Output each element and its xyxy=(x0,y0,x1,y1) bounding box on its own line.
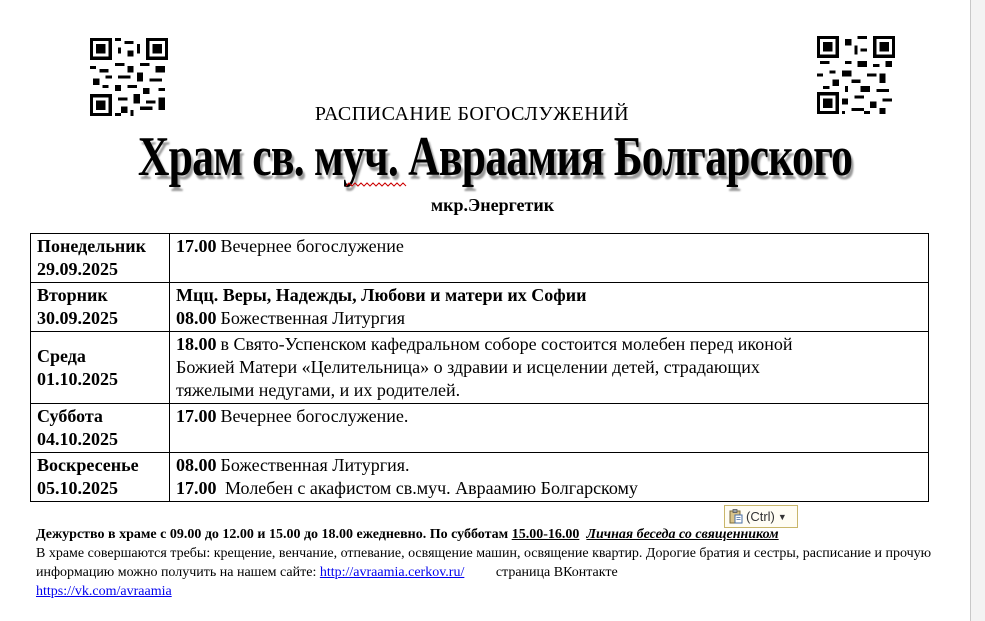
day-name: Вторник xyxy=(37,285,108,305)
event-time: 18.00 xyxy=(176,334,217,354)
day-date: 01.10.2025 xyxy=(37,368,118,389)
duty-talk: Личная беседа со священником xyxy=(586,527,779,542)
day-date: 05.10.2025 xyxy=(37,478,118,498)
site-link[interactable]: http://avraamia.cerkov.ru/ xyxy=(319,565,465,580)
info-paragraph xyxy=(36,544,946,582)
spellcheck-underline xyxy=(346,182,408,188)
day-date: 29.09.2025 xyxy=(37,259,118,279)
vk-text: страница ВКонтакте xyxy=(495,565,618,580)
footer-info xyxy=(36,525,946,601)
event-text-line: тяжелыми недугами, и их родителей. xyxy=(176,380,461,400)
day-name: Понедельник xyxy=(37,236,146,256)
event-time: 17.00 xyxy=(176,406,217,426)
event-text-line: Божией Матери «Целительница» о здравии и исцелении детей, страдающих xyxy=(176,357,760,377)
table-row xyxy=(31,404,929,453)
vk-link[interactable]: https://vk.com/avraamia xyxy=(36,584,172,599)
church-title: Храм св. муч. Авраамия Болгарского xyxy=(137,126,853,188)
day-cell xyxy=(31,234,170,283)
day-cell xyxy=(31,332,170,404)
events-cell xyxy=(170,283,929,332)
district-subtitle: мкр.Энергетик xyxy=(430,195,555,215)
chevron-down-icon: ▼ xyxy=(777,511,787,522)
event-text: Божественная Литургия xyxy=(220,308,406,328)
duty-hours xyxy=(36,525,946,544)
schedule-table xyxy=(30,233,929,502)
table-row xyxy=(31,283,929,332)
table-row xyxy=(31,453,929,502)
table-row xyxy=(31,234,929,283)
day-date: 30.09.2025 xyxy=(37,308,118,328)
event-text: Вечернее богослужение. xyxy=(220,406,409,426)
day-cell xyxy=(31,283,170,332)
event-time: 08.00 xyxy=(176,455,217,475)
day-name: Воскресенье xyxy=(37,455,139,475)
event-time: 17.00 xyxy=(176,478,217,498)
duty-saturday-time: 15.00-16.00 xyxy=(511,527,580,542)
day-cell xyxy=(31,453,170,502)
day-date: 04.10.2025 xyxy=(37,429,118,449)
events-cell xyxy=(170,234,929,283)
duty-text: Дежурство в храме с 09.00 до 12.00 и 15.00 до 18.00 ежедневно. По субботам xyxy=(36,527,512,542)
day-cell xyxy=(31,404,170,453)
page-edge-scrollbar xyxy=(970,0,985,621)
feast-title: Мцц. Веры, Надежды, Любови и матери их Софии xyxy=(176,285,587,305)
event-text: Божественная Литургия. xyxy=(220,455,410,475)
day-name: Среда xyxy=(37,345,86,366)
paste-options-label: (Ctrl) xyxy=(746,509,775,524)
event-time: 17.00 xyxy=(176,236,217,256)
day-name: Суббота xyxy=(37,406,103,426)
event-text: Вечернее богослужение xyxy=(220,236,404,256)
table-row xyxy=(31,332,929,404)
info-text: В храме совершаются требы: крещение, венчание, отпевание, освящение машин, освящение квартир. Дорогие братия и сестры, расписание и прочую информацию можно получить на нашем сайте: xyxy=(36,546,932,580)
event-text-line: в Свято-Успенском кафедральном соборе состоится молебен перед иконой xyxy=(220,334,793,354)
schedule-heading: РАСПИСАНИЕ БОГОСЛУЖЕНИЙ xyxy=(314,103,630,125)
clipboard-icon xyxy=(729,509,743,524)
events-cell xyxy=(170,453,929,502)
event-time: 08.00 xyxy=(176,308,217,328)
events-cell xyxy=(170,404,929,453)
event-text: Молебен с акафистом св.муч. Авраамию Болгарскому xyxy=(220,478,638,498)
events-cell xyxy=(170,332,929,404)
